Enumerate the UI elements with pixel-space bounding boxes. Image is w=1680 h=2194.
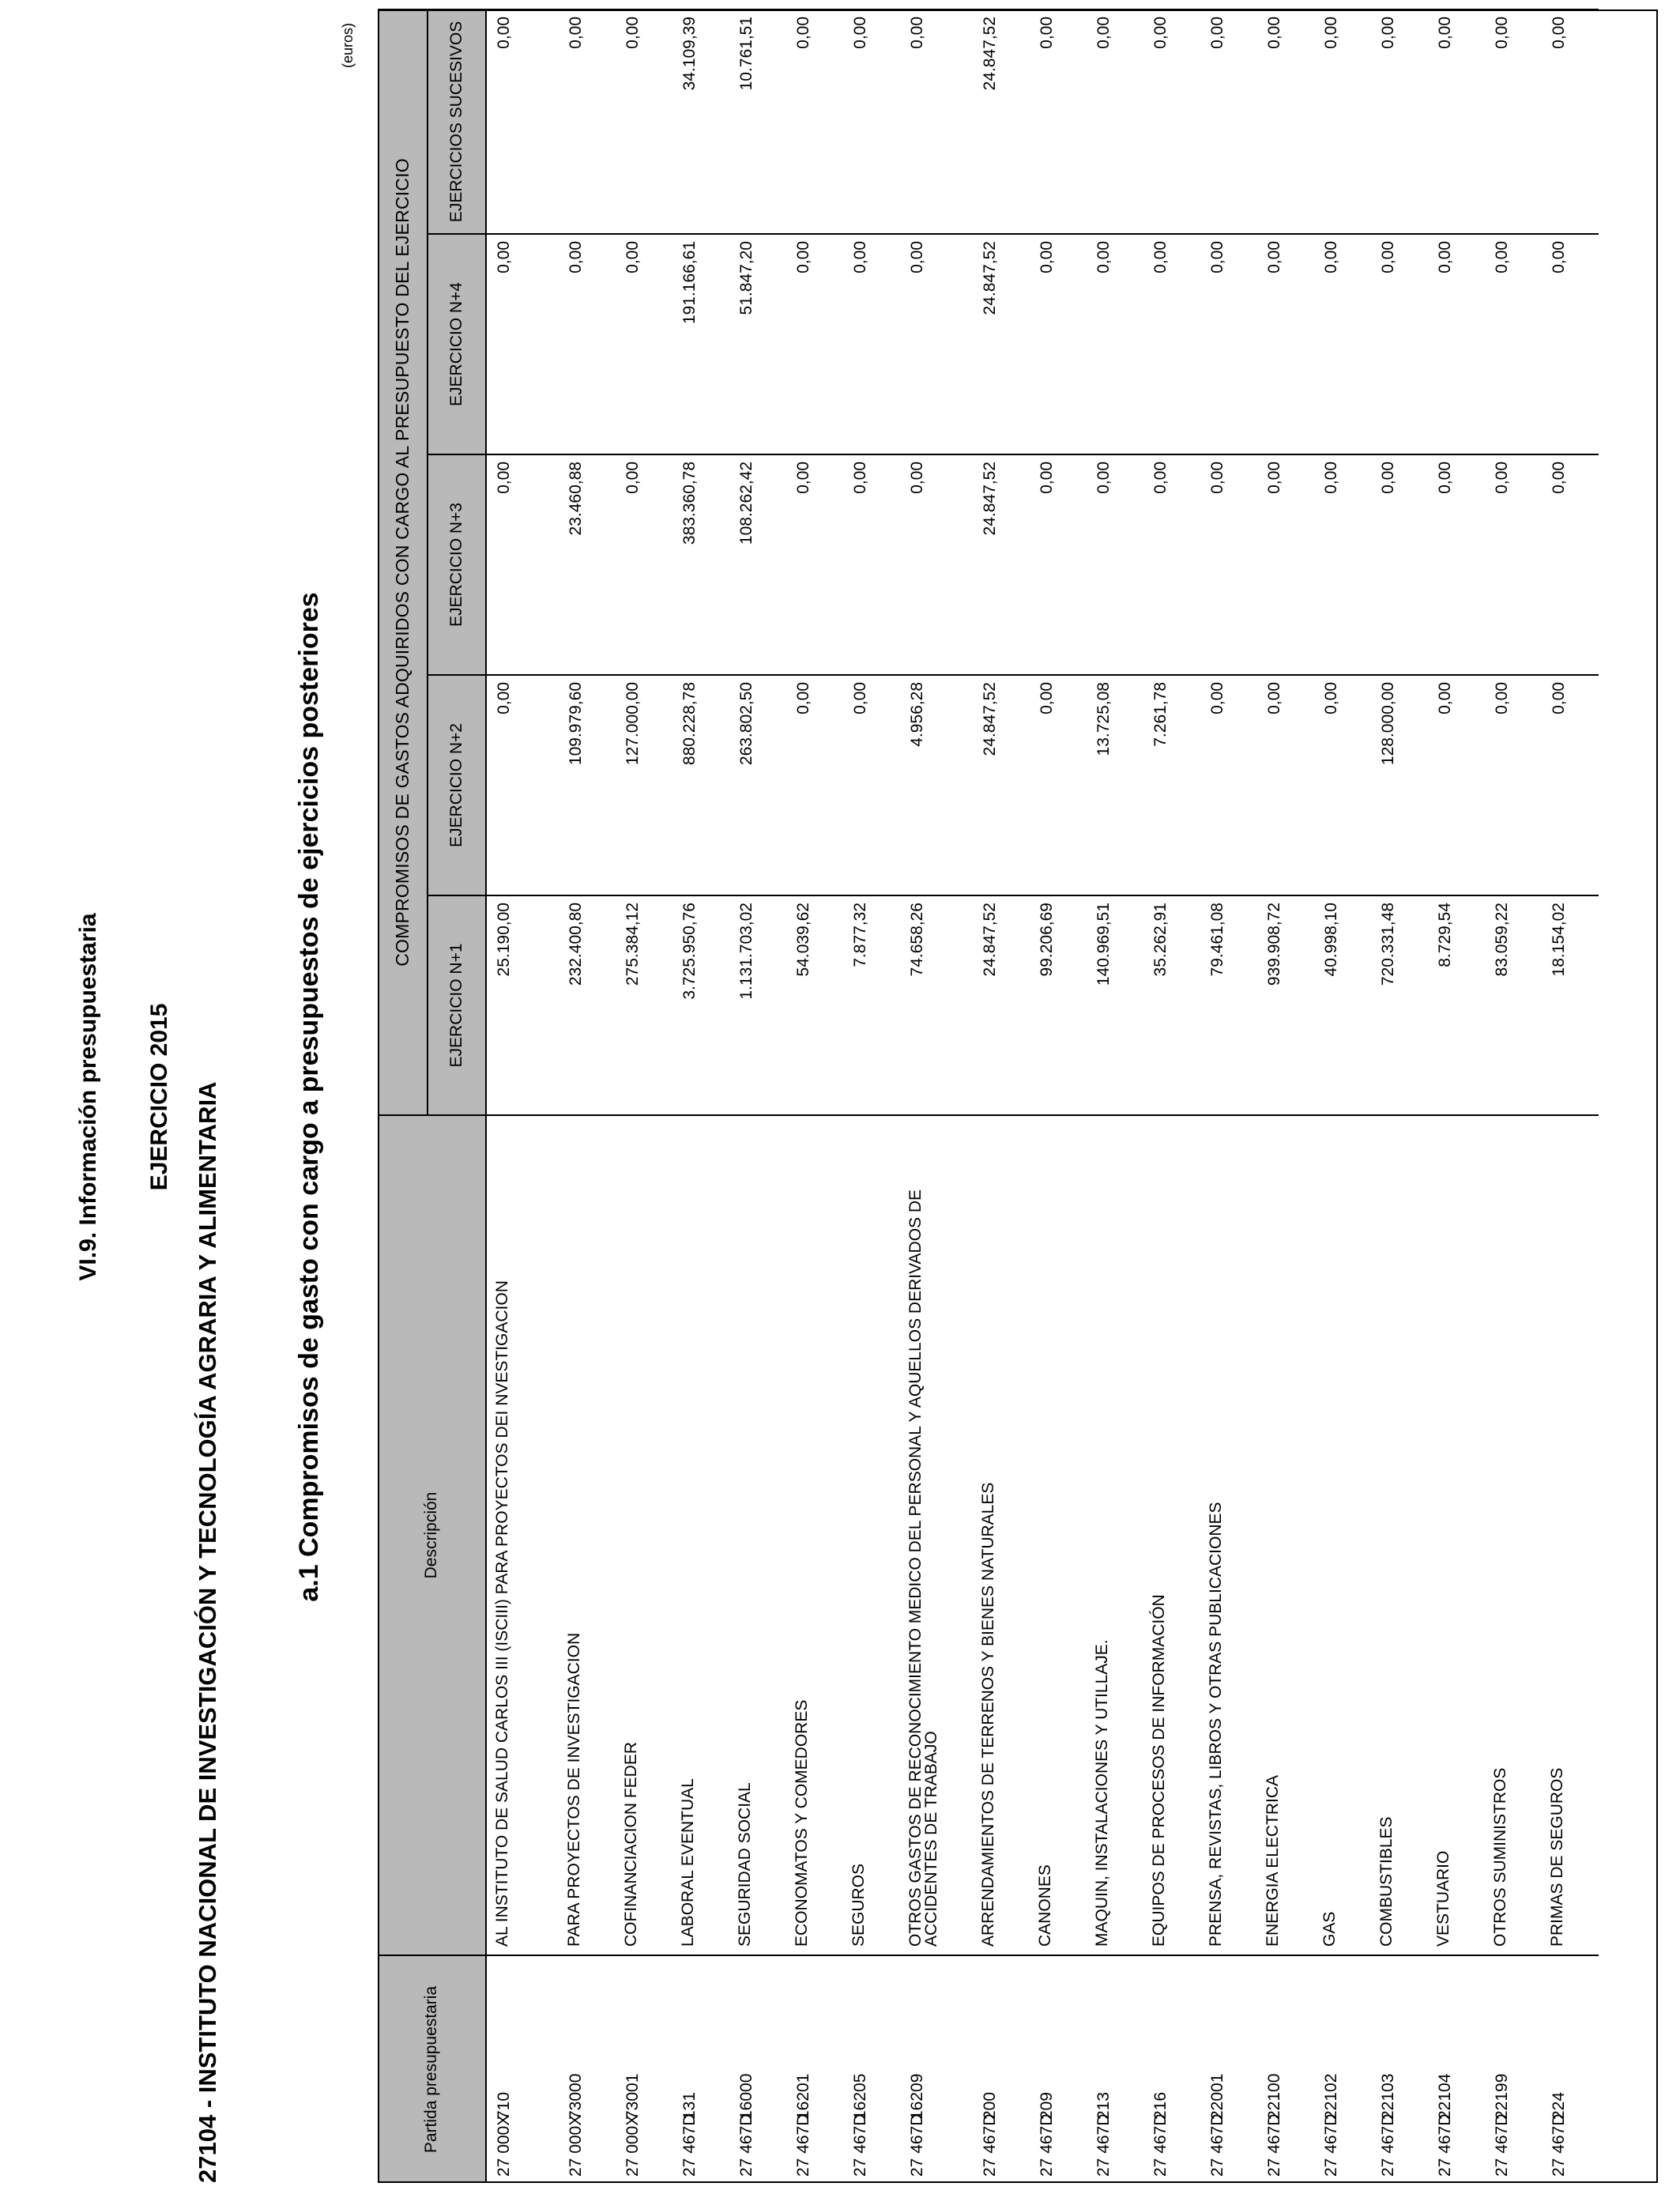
year-title: EJERCICIO 2015 — [146, 1003, 172, 1191]
partida-cell — [1542, 1955, 1599, 2183]
col-header-group: COMPROMISOS DE GASTOS ADQUIRIDOS CON CARGO AL PRESUPUESTO DEL EJERCICIO — [378, 9, 428, 1115]
partida-org: 27 467D — [908, 2113, 926, 2177]
sucesivos-value: 34.109,39 — [672, 9, 729, 234]
partida-cell — [973, 1955, 1030, 2183]
n3-value: 0,00 — [786, 454, 843, 675]
table-row — [973, 9, 1030, 2183]
n3-value: 0,00 — [1143, 454, 1200, 675]
partida-cell — [1314, 1955, 1371, 2183]
table-row — [1087, 9, 1143, 2183]
sucesivos-value: 0,00 — [1542, 9, 1599, 234]
n4-value: 0,00 — [1428, 234, 1485, 454]
col-header-n3: EJERCICIO N+3 — [428, 454, 486, 675]
sucesivos-value: 0,00 — [900, 9, 973, 234]
table-row — [786, 9, 843, 2183]
n3-value: 0,00 — [1371, 454, 1428, 675]
n2-value: 7.261,78 — [1143, 675, 1200, 895]
partida-org: 27 467D — [1322, 2113, 1340, 2177]
table-row — [1314, 9, 1371, 2183]
partida-org: 27 467D — [1094, 2113, 1113, 2177]
n1-value: 40.998,10 — [1314, 895, 1371, 1115]
description-cell: CANONES — [1030, 1115, 1087, 1955]
n1-value: 939.908,72 — [1257, 895, 1314, 1115]
sucesivos-value: 0,00 — [1030, 9, 1087, 234]
partida-org: 27 467D — [680, 2113, 699, 2177]
partida-cell — [843, 1955, 900, 2183]
commitments-table — [378, 9, 1599, 2183]
description-cell: SEGURIDAD SOCIAL — [729, 1115, 786, 1955]
partida-code: 216 — [1151, 2091, 1170, 2120]
n1-value: 18.154,02 — [1542, 895, 1599, 1115]
sucesivos-value: 0,00 — [1087, 9, 1143, 234]
n4-value: 0,00 — [1087, 234, 1143, 454]
n4-value: 24.847,52 — [973, 234, 1030, 454]
table-row — [1485, 9, 1542, 2183]
partida-cell — [1485, 1955, 1542, 2183]
sucesivos-value: 0,00 — [1143, 9, 1200, 234]
n4-value: 0,00 — [1371, 234, 1428, 454]
n4-value: 0,00 — [1314, 234, 1371, 454]
description-cell: AL INSTITUTO DE SALUD CARLOS III (ISCIII) PARA PROYECTOS DEI NVESTIGACION — [486, 1115, 559, 1955]
n4-value: 0,00 — [1257, 234, 1314, 454]
n3-value: 0,00 — [843, 454, 900, 675]
n3-value: 0,00 — [900, 454, 973, 675]
n1-value: 24.847,52 — [973, 895, 1030, 1115]
partida-code: 209 — [1038, 2091, 1056, 2120]
partida-org: 27 467D — [981, 2113, 999, 2177]
partida-org: 27 467D — [851, 2113, 869, 2177]
sucesivos-value: 0,00 — [1257, 9, 1314, 234]
table-row — [486, 9, 559, 2183]
partida-code: 22102 — [1322, 2073, 1340, 2120]
partida-code: 22001 — [1208, 2073, 1226, 2120]
table-row — [559, 9, 616, 2183]
partida-code: 16201 — [794, 2073, 812, 2120]
table-row — [729, 9, 786, 2183]
description-cell: PRIMAS DE SEGUROS — [1542, 1115, 1599, 1955]
partida-code: 22103 — [1379, 2073, 1397, 2120]
n1-value: 25.190,00 — [486, 895, 559, 1115]
partida-cell — [1087, 1955, 1143, 2183]
n4-value: 0,00 — [559, 234, 616, 454]
col-header-n1: EJERCICIO N+1 — [428, 895, 486, 1115]
n1-value: 232.400,80 — [559, 895, 616, 1115]
sucesivos-value: 0,00 — [1200, 9, 1257, 234]
table-row — [616, 9, 672, 2183]
description-cell: OTROS GASTOS DE RECONOCIMIENTO MEDICO DEL PERSONAL Y AQUELLOS DERIVADOS DE ACCIDENTES DE TRABAJO — [900, 1115, 973, 1955]
n3-value: 383.360,78 — [672, 454, 729, 675]
partida-cell — [1371, 1955, 1428, 2183]
partida-org: 27 467D — [1436, 2113, 1454, 2177]
partida-code: 22104 — [1436, 2073, 1454, 2120]
partida-cell — [486, 1955, 559, 2183]
sucesivos-value: 0,00 — [786, 9, 843, 234]
description-cell: COFINANCIACION FEDER — [616, 1115, 672, 1955]
partida-cell — [1428, 1955, 1485, 2183]
table-row — [672, 9, 729, 2183]
n1-value: 35.262,91 — [1143, 895, 1200, 1115]
n3-value: 0,00 — [486, 454, 559, 675]
n2-value: 0,00 — [1314, 675, 1371, 895]
partida-code: 16205 — [851, 2073, 869, 2120]
n2-value: 127.000,00 — [616, 675, 672, 895]
table-row — [900, 9, 973, 2183]
description-cell: GAS — [1314, 1115, 1371, 1955]
n2-value: 263.802,50 — [729, 675, 786, 895]
n2-value: 0,00 — [1200, 675, 1257, 895]
n3-value: 108.262,42 — [729, 454, 786, 675]
n2-value: 109.979,60 — [559, 675, 616, 895]
table-row — [1200, 9, 1257, 2183]
description-cell: ECONOMATOS Y COMEDORES — [786, 1115, 843, 1955]
header-row-group — [378, 9, 428, 2183]
institute-title: 27104 - INSTITUTO NACIONAL DE INVESTIGACIÓN Y TECNOLOGÍA AGRARIA Y ALIMENTARIA — [194, 1081, 221, 2183]
n1-value: 79.461,08 — [1200, 895, 1257, 1115]
n1-value: 3.725.950,76 — [672, 895, 729, 1115]
n3-value: 0,00 — [1428, 454, 1485, 675]
partida-cell — [616, 1955, 672, 2183]
n1-value: 720.331,48 — [1371, 895, 1428, 1115]
description-cell: PARA PROYECTOS DE INVESTIGACION — [559, 1115, 616, 1955]
table-row — [1542, 9, 1599, 2183]
n4-value: 0,00 — [1200, 234, 1257, 454]
n3-value: 0,00 — [1257, 454, 1314, 675]
n4-value: 0,00 — [616, 234, 672, 454]
col-header-sucesivos: EJERCICIOS SUCESIVOS — [428, 9, 486, 234]
n1-value: 7.877,32 — [843, 895, 900, 1115]
description-cell: VESTUARIO — [1428, 1115, 1485, 1955]
description-cell: COMBUSTIBLES — [1371, 1115, 1428, 1955]
description-cell: MAQUIN, INSTALACIONES Y UTILLAJE. — [1087, 1115, 1143, 1955]
n2-value: 24.847,52 — [973, 675, 1030, 895]
partida-org: 27 467D — [1493, 2113, 1511, 2177]
n1-value: 140.969,51 — [1087, 895, 1143, 1115]
col-header-n4: EJERCICIO N+4 — [428, 234, 486, 454]
n3-value: 0,00 — [1485, 454, 1542, 675]
section-title: VI.9. Información presupuestaria — [75, 913, 101, 1281]
table-row — [1371, 9, 1428, 2183]
sucesivos-value: 0,00 — [1371, 9, 1428, 234]
table-body — [486, 9, 1599, 2183]
n1-value: 1.131.703,02 — [729, 895, 786, 1115]
partida-org: 27 467D — [737, 2113, 755, 2177]
units-label: (euros) — [340, 22, 356, 68]
n4-value: 191.166,61 — [672, 234, 729, 454]
col-header-partida: Partida presupuestaria — [378, 1955, 486, 2183]
n2-value: 0,00 — [1030, 675, 1087, 895]
partida-org: 27 467D — [1550, 2113, 1568, 2177]
description-cell: LABORAL EVENTUAL — [672, 1115, 729, 1955]
table-row — [1428, 9, 1485, 2183]
partida-code: 73001 — [623, 2073, 642, 2120]
description-cell: OTROS SUMINISTROS — [1485, 1115, 1542, 1955]
partida-cell — [1257, 1955, 1314, 2183]
n3-value: 24.847,52 — [973, 454, 1030, 675]
description-cell: SEGUROS — [843, 1115, 900, 1955]
partida-code: 22100 — [1265, 2073, 1283, 2120]
n3-value: 0,00 — [1087, 454, 1143, 675]
col-header-descripcion: Descripción — [378, 1115, 486, 1955]
n3-value: 0,00 — [1200, 454, 1257, 675]
n4-value: 0,00 — [900, 234, 973, 454]
partida-cell — [672, 1955, 729, 2183]
n4-value: 0,00 — [486, 234, 559, 454]
partida-cell — [559, 1955, 616, 2183]
n1-value: 99.206,69 — [1030, 895, 1087, 1115]
n3-value: 0,00 — [1030, 454, 1087, 675]
partida-org: 27 467D — [1265, 2113, 1283, 2177]
partida-org: 27 000X — [567, 2114, 585, 2177]
n2-value: 0,00 — [1257, 675, 1314, 895]
sucesivos-value: 24.847,52 — [973, 9, 1030, 234]
n4-value: 0,00 — [843, 234, 900, 454]
sucesivos-value: 10.761,51 — [729, 9, 786, 234]
description-cell: ENERGIA ELECTRICA — [1257, 1115, 1314, 1955]
n1-value: 275.384,12 — [616, 895, 672, 1115]
n1-value: 8.729,54 — [1428, 895, 1485, 1115]
table-row — [843, 9, 900, 2183]
n3-value: 0,00 — [616, 454, 672, 675]
n2-value: 0,00 — [786, 675, 843, 895]
n2-value: 128.000,00 — [1371, 675, 1428, 895]
partida-cell — [1143, 1955, 1200, 2183]
n2-value: 0,00 — [1485, 675, 1542, 895]
table-row — [1143, 9, 1200, 2183]
n2-value: 0,00 — [486, 675, 559, 895]
partida-code: 213 — [1094, 2091, 1113, 2120]
partida-org: 27 467D — [794, 2113, 812, 2177]
sucesivos-value: 0,00 — [1428, 9, 1485, 234]
partida-code: 16000 — [737, 2073, 755, 2120]
partida-org: 27 000X — [495, 2114, 513, 2177]
n3-value: 23.460,88 — [559, 454, 616, 675]
n4-value: 51.847,20 — [729, 234, 786, 454]
partida-cell — [786, 1955, 843, 2183]
n1-value: 74.658,26 — [900, 895, 973, 1115]
partida-org: 27 467D — [1151, 2113, 1170, 2177]
table-row — [1030, 9, 1087, 2183]
partida-code: 224 — [1550, 2091, 1568, 2120]
n3-value: 0,00 — [1314, 454, 1371, 675]
sucesivos-value: 0,00 — [486, 9, 559, 234]
partida-code: 22199 — [1493, 2073, 1511, 2120]
partida-code: 710 — [495, 2091, 513, 2120]
n2-value: 4.956,28 — [900, 675, 973, 895]
partida-org: 27 467D — [1038, 2113, 1056, 2177]
sucesivos-value: 0,00 — [616, 9, 672, 234]
partida-cell — [1030, 1955, 1087, 2183]
n1-value: 54.039,62 — [786, 895, 843, 1115]
sucesivos-value: 0,00 — [1314, 9, 1371, 234]
n4-value: 0,00 — [1542, 234, 1599, 454]
description-cell: PRENSA, REVISTAS, LIBROS Y OTRAS PUBLICACIONES — [1200, 1115, 1257, 1955]
description-cell: ARRENDAMIENTOS DE TERRENOS Y BIENES NATURALES — [973, 1115, 1030, 1955]
partida-cell — [900, 1955, 973, 2183]
partida-cell — [729, 1955, 786, 2183]
n2-value: 0,00 — [1428, 675, 1485, 895]
partida-code: 16209 — [908, 2073, 926, 2120]
n1-value: 83.059,22 — [1485, 895, 1542, 1115]
n4-value: 0,00 — [1030, 234, 1087, 454]
partida-code: 131 — [680, 2091, 699, 2120]
n3-value: 0,00 — [1542, 454, 1599, 675]
partida-org: 27 467D — [1208, 2113, 1226, 2177]
n4-value: 0,00 — [786, 234, 843, 454]
partida-cell — [1200, 1955, 1257, 2183]
sucesivos-value: 0,00 — [559, 9, 616, 234]
description-cell: EQUIPOS DE PROCESOS DE INFORMACIÓN — [1143, 1115, 1200, 1955]
table-row — [1257, 9, 1314, 2183]
n2-value: 0,00 — [1542, 675, 1599, 895]
n2-value: 13.725,08 — [1087, 675, 1143, 895]
n2-value: 880.228,78 — [672, 675, 729, 895]
partida-code: 200 — [981, 2091, 999, 2120]
col-header-n2: EJERCICIO N+2 — [428, 675, 486, 895]
n2-value: 0,00 — [843, 675, 900, 895]
partida-code: 73000 — [567, 2073, 585, 2120]
n4-value: 0,00 — [1143, 234, 1200, 454]
sucesivos-value: 0,00 — [843, 9, 900, 234]
table-subtitle: a.1 Compromisos de gasto con cargo a presupuestos de ejercicios posteriores — [294, 592, 324, 1602]
partida-org: 27 467D — [1379, 2113, 1397, 2177]
sucesivos-value: 0,00 — [1485, 9, 1542, 234]
partida-org: 27 000X — [623, 2114, 642, 2177]
n4-value: 0,00 — [1485, 234, 1542, 454]
